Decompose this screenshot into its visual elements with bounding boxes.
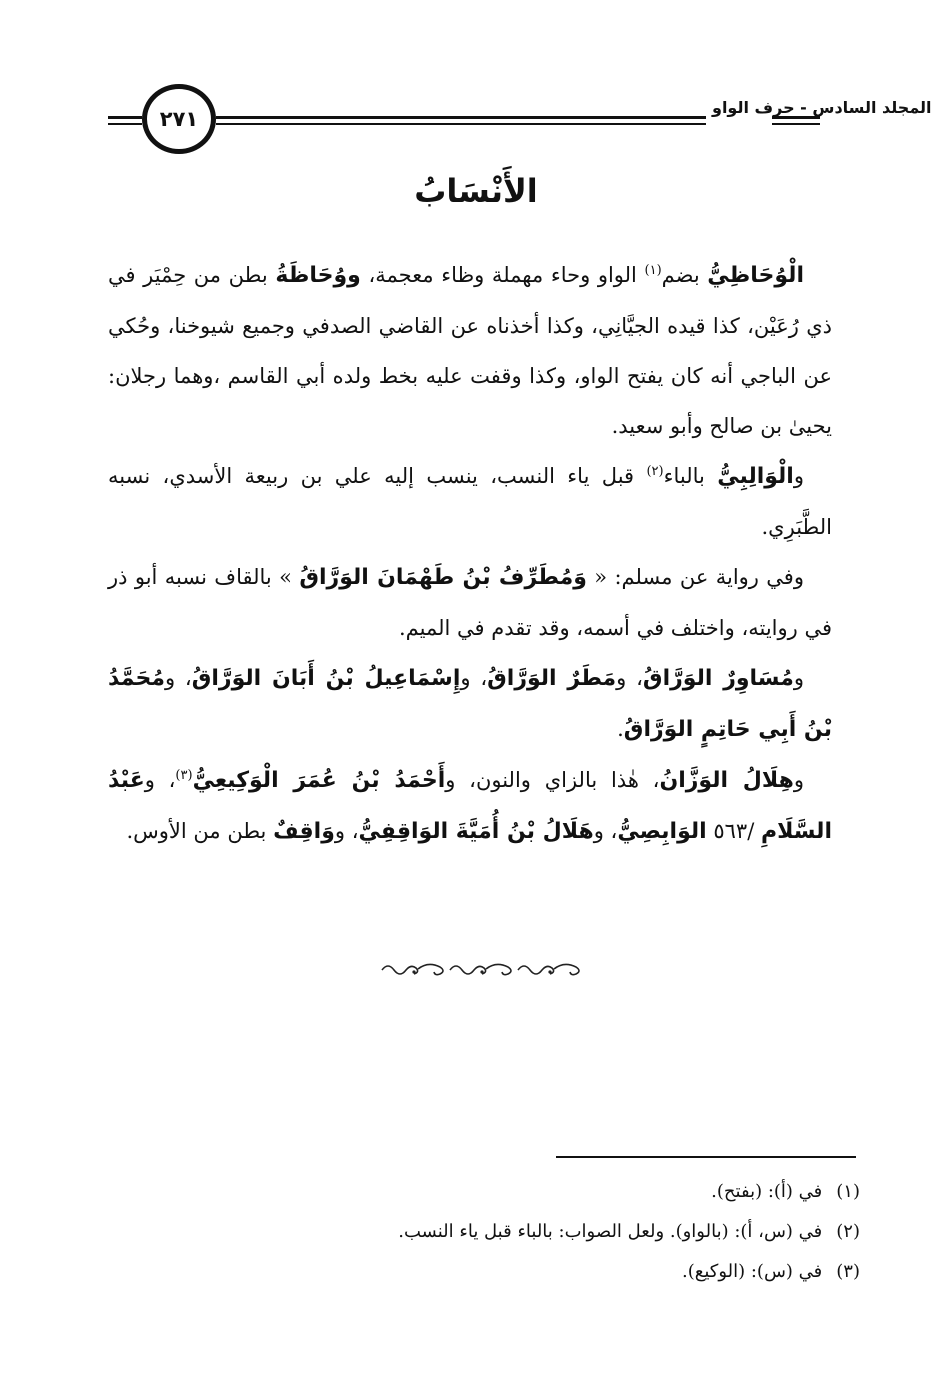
entry-term: مَطَرٌ الوَرَّاقُ bbox=[487, 666, 617, 691]
entry-term: ووُحَاظَةُ bbox=[275, 263, 361, 288]
text-run: ، و bbox=[334, 819, 359, 843]
entry-term: عَبْدُ السَّلَامِ bbox=[108, 768, 832, 844]
text-run: » بالقاف نسبه أبو ذر في روايته، واختلف في أسمه، وقد تقدم في الميم. bbox=[108, 565, 832, 640]
entry-term: وَمُطَرِّفُ بْنُ طَهْمَانَ الوَرَّاقُ bbox=[299, 565, 587, 590]
text-run: . bbox=[617, 717, 624, 741]
text-run: بطن من حِمْيَر في ذي رُعَيْن، كذا قيده الجيَّانِي، وكذا أخذناه عن القاضي الصدفي وجميع شيوخنا، وحُكي عن الباجي أنه كان يفتح الواو، وكذا وقفت عليه بخط ولده أبي القاسم ،وهما رجلان: يحيىٰ بن صالح وأبو سعيد. bbox=[108, 263, 832, 438]
entry-term: وَاقِفٌ bbox=[273, 819, 335, 844]
footnote-ref-3[interactable]: (٣) bbox=[175, 768, 193, 783]
footnote-number: (١) bbox=[836, 1181, 860, 1202]
footnote-ref-1[interactable]: (١) bbox=[644, 263, 662, 278]
text-run: بالباء bbox=[663, 464, 718, 488]
footnote-text: في (أ): (بفتح). bbox=[711, 1181, 823, 1202]
text-run: الواو وحاء مهملة وظاء معجمة، bbox=[360, 263, 645, 287]
footnote-ref-2[interactable]: (٢) bbox=[646, 464, 664, 479]
footnote-text: في (س، أ): (بالواو). ولعل الصواب: بالباء قبل ياء النسب. bbox=[398, 1221, 823, 1242]
text-run: /٥٦٣ bbox=[706, 819, 761, 843]
paragraph-4 bbox=[108, 653, 832, 755]
entry-term: الْوُحَاظِيُّ bbox=[707, 263, 804, 288]
text-run: ، و bbox=[460, 666, 488, 690]
paragraph-5 bbox=[108, 755, 832, 857]
running-title-text: المجلد السادس - حرف الواو bbox=[712, 98, 932, 117]
footnotes bbox=[108, 1172, 860, 1292]
footnote-2 bbox=[108, 1212, 860, 1252]
text-run: قبل ياء النسب، ينسب إليه علي بن ربيعة الأسدي، نسبه الطَّبَرِي. bbox=[108, 464, 832, 539]
text-run: ، و bbox=[164, 666, 192, 690]
text-run: و bbox=[793, 768, 804, 792]
text-run: وفي رواية عن مسلم: « bbox=[586, 565, 804, 589]
paragraph-3 bbox=[108, 552, 832, 653]
text-run: ، و bbox=[593, 819, 618, 843]
section-end-ornament bbox=[378, 958, 588, 980]
text-run: بطن من الأوس. bbox=[126, 819, 274, 843]
header-rule-right bbox=[772, 116, 820, 125]
main-text bbox=[108, 250, 832, 857]
footnote-1 bbox=[108, 1172, 860, 1212]
text-run: ، و bbox=[144, 768, 176, 792]
paragraph-2 bbox=[108, 451, 832, 552]
running-title bbox=[706, 98, 932, 117]
entry-term: الْوَالِبِيُّ bbox=[717, 464, 794, 489]
text-run: ، و bbox=[616, 666, 643, 690]
text-run: ، هٰذا بالزاي والنون، و bbox=[445, 768, 660, 792]
footnote-number: (٢) bbox=[836, 1221, 860, 1242]
text-run: و bbox=[793, 464, 804, 488]
footnote-number: (٣) bbox=[836, 1261, 860, 1282]
footnote-3 bbox=[108, 1252, 860, 1292]
entry-term: مُحَمَّدُ بْنُ أَبِي حَاتِمٍ الوَرَّاقُ bbox=[108, 666, 832, 742]
text-run: و bbox=[793, 666, 804, 690]
entry-term: هِلَالُ الوَزَّانُ bbox=[659, 768, 794, 793]
entry-term: الوَابِصِيُّ bbox=[617, 819, 707, 844]
entry-term: هَلَالُ بْنُ أُمَيَّةَ الوَاقِفِيُّ bbox=[358, 819, 594, 844]
page-number: ٢٧١ bbox=[159, 107, 199, 131]
text-run: بضم bbox=[661, 263, 708, 287]
paragraph-1 bbox=[108, 250, 832, 451]
footnote-text: في (س): (الوكيع). bbox=[682, 1261, 823, 1282]
entry-term: مُسَاوِرٌ الوَرَّاقُ bbox=[642, 666, 794, 691]
chapter-title: الأَنْسَابُ bbox=[414, 172, 538, 210]
entry-term: إِسْمَاعِيلُ بْنُ أَبَانَ الوَرَّاقُ bbox=[191, 666, 461, 691]
header-rule-left bbox=[108, 116, 142, 125]
header-rule-middle bbox=[216, 116, 706, 125]
footnote-separator bbox=[556, 1156, 856, 1158]
running-header bbox=[108, 82, 932, 162]
entry-term: أَحْمَدُ بْنُ عُمَرَ الْوَكِيعِيُّ bbox=[192, 768, 446, 793]
page-number-badge bbox=[142, 84, 216, 154]
